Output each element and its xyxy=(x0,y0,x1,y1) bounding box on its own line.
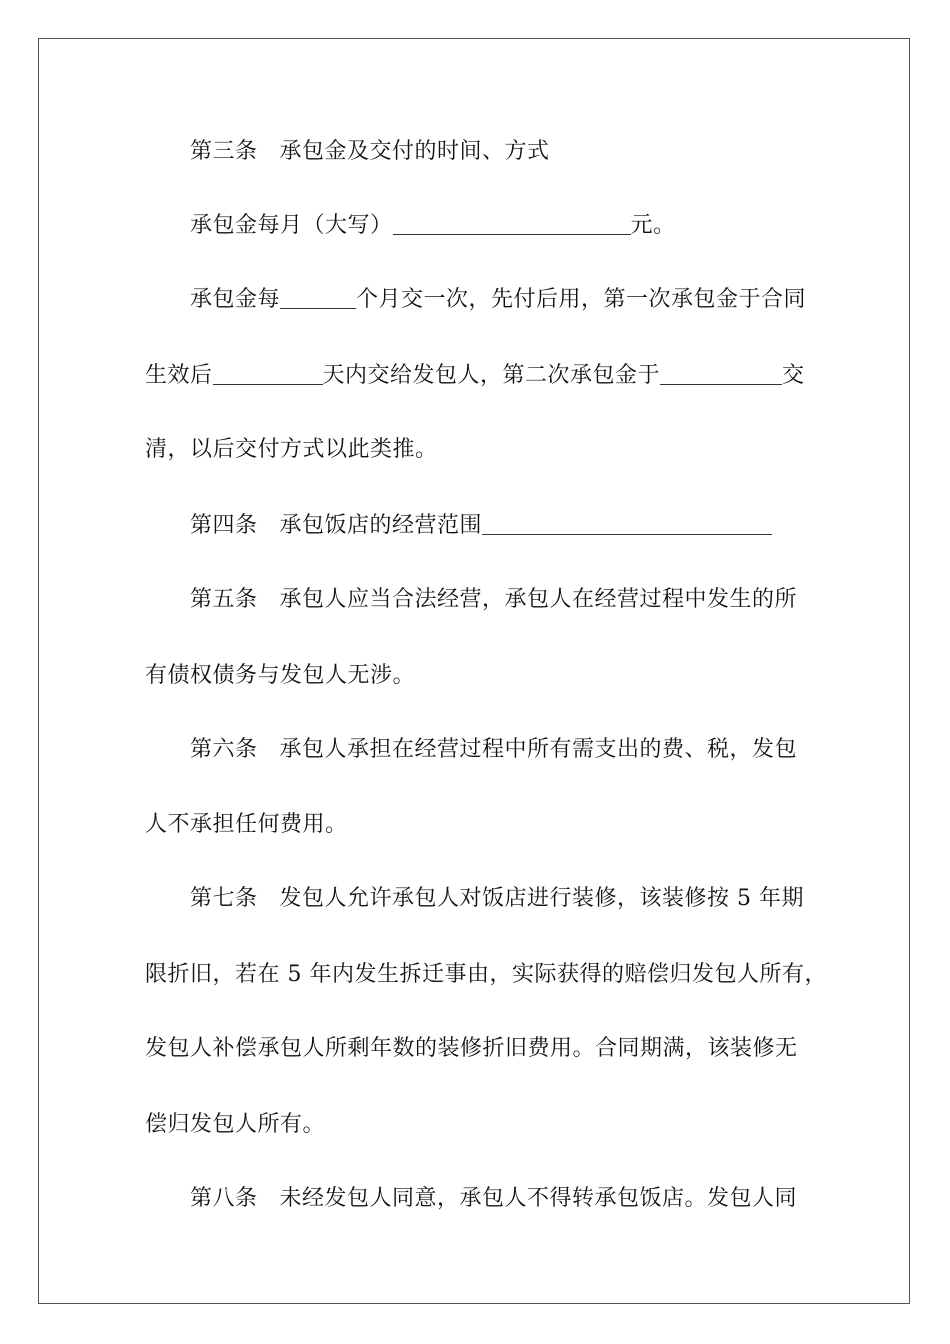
article-number: 第四条 xyxy=(190,513,258,538)
frequency-blank[interactable] xyxy=(280,286,356,309)
article-text: 未经发包人同意，承包人不得转承包饭店。发包人同 xyxy=(279,1186,798,1211)
payment-frequency-line xyxy=(190,285,810,315)
frequency-prefix: 承包金每 xyxy=(190,287,281,312)
article-title: 承包金及交付的时间、方式 xyxy=(279,139,550,164)
article-7-line-3: 发包人补偿承包人所剩年数的装修折旧费用。合同期满，该装修无 xyxy=(145,1036,798,1061)
effective-suffix: 交 xyxy=(782,363,805,388)
effective-prefix: 生效后 xyxy=(145,363,213,388)
article-text: 发包人允许承包人对饭店进行装修，该装修按 5 年期 xyxy=(279,886,805,911)
article-3-heading xyxy=(190,137,810,167)
monthly-fee-line xyxy=(190,211,810,241)
article-4-heading xyxy=(190,511,810,541)
article-number: 第六条 xyxy=(190,737,258,762)
effective-text: 天内交给发包人，第二次承包金于 xyxy=(322,363,661,388)
article-6-line-1 xyxy=(190,735,810,765)
business-scope-blank[interactable] xyxy=(482,512,772,535)
article-8-line-1 xyxy=(190,1184,810,1214)
article-7-line-2: 限折旧，若在 5 年内发生拆迁事由，实际获得的赔偿归发包人所有， xyxy=(145,962,827,987)
article-number: 第三条 xyxy=(190,139,258,164)
second-payment-blank[interactable] xyxy=(660,362,782,385)
monthly-fee-blank[interactable] xyxy=(393,212,631,235)
article-5-line-2: 有债权债务与发包人无涉。 xyxy=(145,663,416,688)
article-title: 承包饭店的经营范围 xyxy=(279,513,483,538)
article-7-line-4: 偿归发包人所有。 xyxy=(145,1112,326,1137)
article-7-line-1 xyxy=(190,884,810,914)
article-5-line-1 xyxy=(190,585,810,615)
days-blank[interactable] xyxy=(213,362,323,385)
payment-method-line: 清，以后交付方式以此类推。 xyxy=(145,437,438,462)
article-number: 第五条 xyxy=(190,587,258,612)
article-number: 第八条 xyxy=(190,1186,258,1211)
monthly-fee-prefix: 承包金每月（大写） xyxy=(190,213,393,238)
article-text: 承包人应当合法经营，承包人在经营过程中发生的所 xyxy=(279,587,798,612)
monthly-fee-suffix: 元。 xyxy=(630,213,676,238)
article-6-line-2: 人不承担任何费用。 xyxy=(145,812,348,837)
effective-line xyxy=(145,361,810,391)
article-number: 第七条 xyxy=(190,886,258,911)
article-text: 承包人承担在经营过程中所有需支出的费、税，发包 xyxy=(279,737,798,762)
frequency-text: 个月交一次，先付后用，第一次承包金于合同 xyxy=(356,287,807,312)
